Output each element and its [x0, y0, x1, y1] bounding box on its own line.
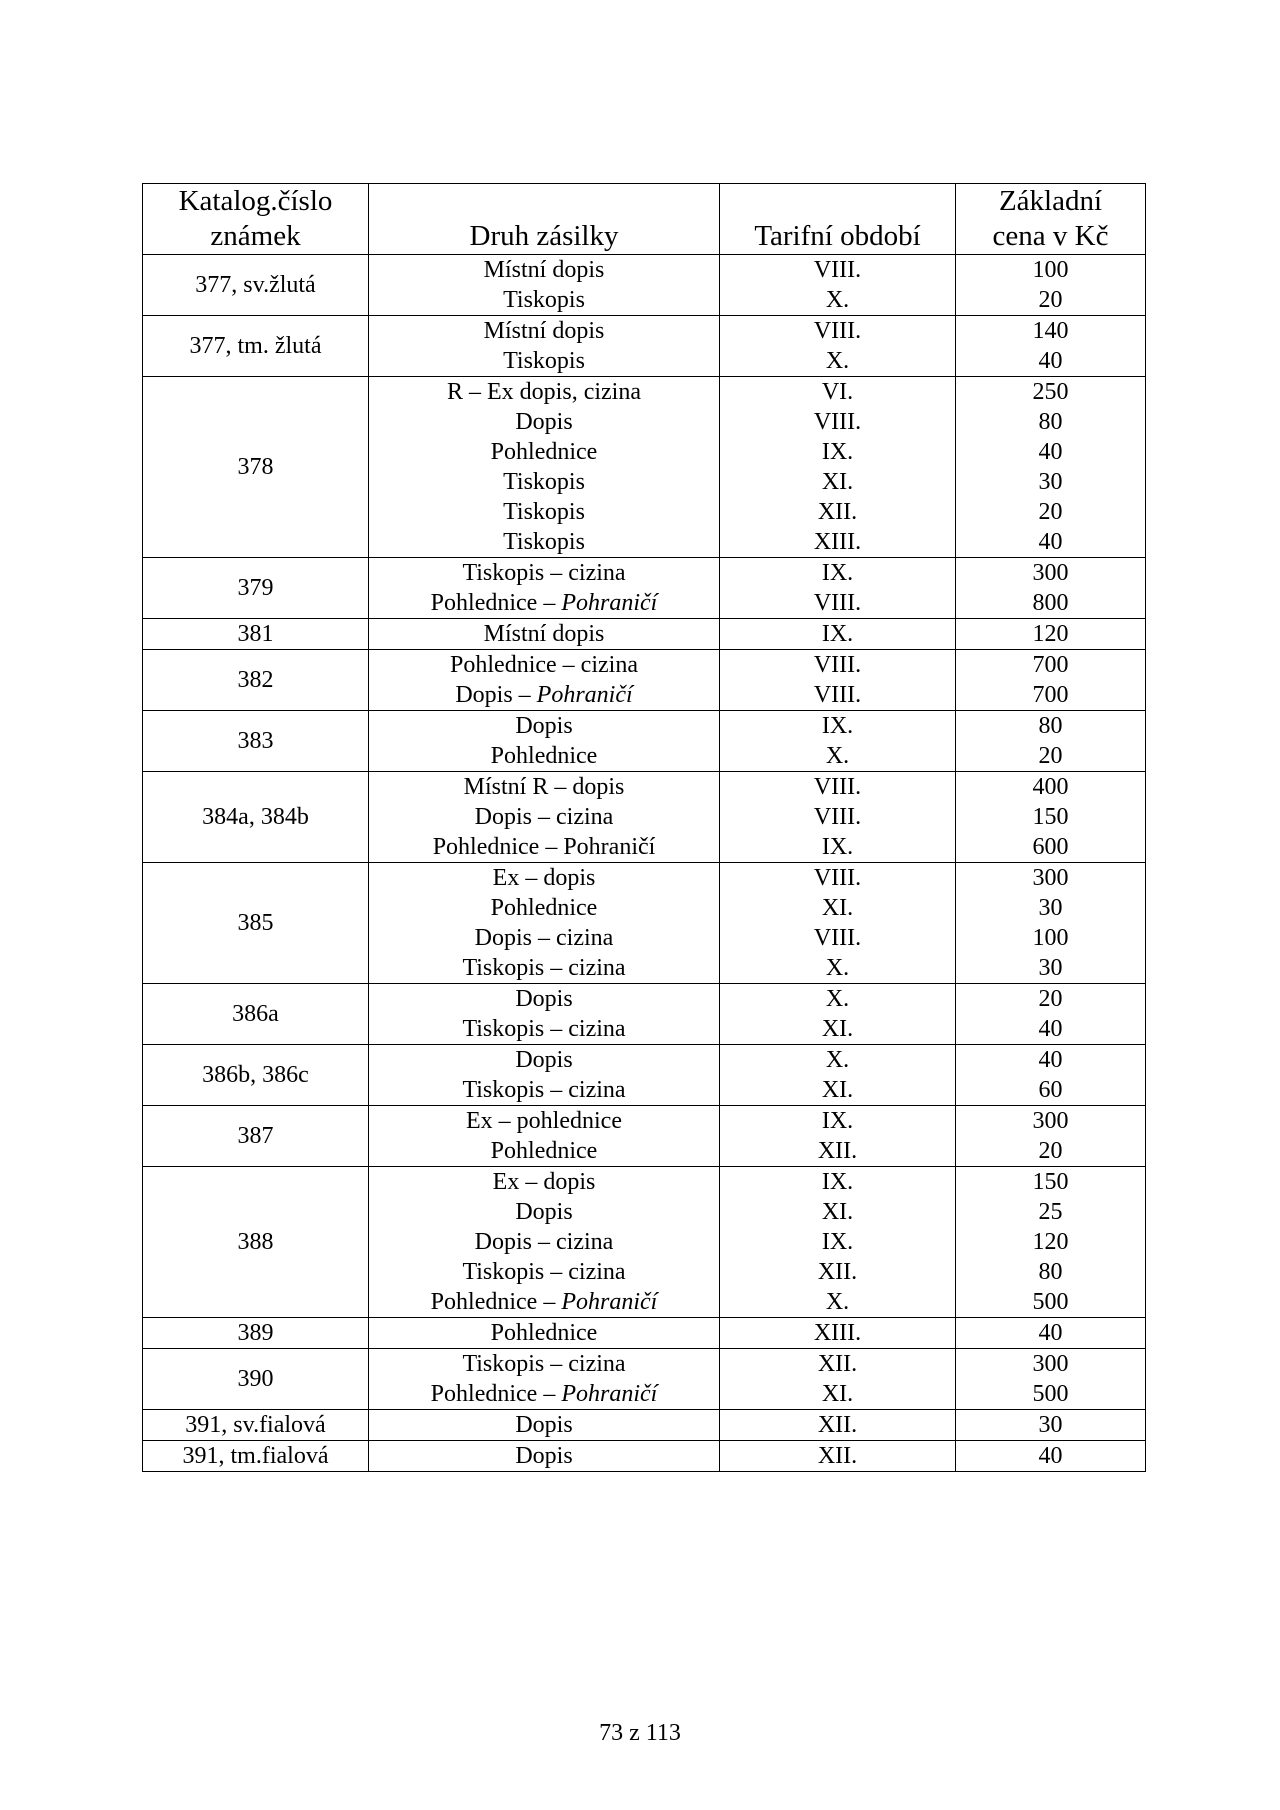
zakladni-cena-cell: [956, 1441, 1146, 1472]
zakladni-cena: 100: [1032, 257, 1069, 283]
header-tarifni-obdobi: [720, 184, 956, 255]
table-row: [143, 1410, 1146, 1441]
zakladni-cena-cell: [956, 1106, 1146, 1167]
zakladni-cena: 300: [1032, 560, 1069, 586]
druh-text: Místní R – dopis: [463, 774, 625, 800]
druh-text: Tiskopis – cizina: [462, 560, 626, 586]
druh-text: Pohlednice: [490, 743, 598, 769]
druh-zasilky: [369, 407, 719, 437]
tarifni-obdobi: VIII.: [813, 318, 862, 344]
druh-text: Ex – pohlednice: [466, 1108, 622, 1134]
catalog-number: 382: [237, 667, 274, 693]
tarifni-obdobi-cell: [720, 1349, 956, 1410]
zakladni-cena-cell: [956, 619, 1146, 650]
tarifni-obdobi: XI.: [821, 1077, 854, 1103]
zakladni-cena-cell: [956, 1410, 1146, 1441]
tarifni-obdobi: X.: [825, 743, 850, 769]
druh-zasilky-cell: [369, 558, 720, 619]
catalog-number-cell: [143, 863, 369, 984]
druh-zasilky: [369, 1441, 719, 1471]
druh-text: Pohlednice: [490, 1320, 598, 1346]
catalog-number: 391, tm.fialová: [182, 1443, 329, 1469]
druh-zasilky: [369, 650, 719, 680]
druh-text: Dopis: [515, 986, 573, 1012]
druh-text: Dopis – cizina: [474, 1229, 614, 1255]
catalog-number-cell: [143, 711, 369, 772]
zakladni-cena: 300: [1032, 865, 1069, 891]
tarifni-obdobi: X.: [825, 955, 850, 981]
zakladni-cena-cell: [956, 377, 1146, 558]
tarifni-obdobi-cell: [720, 255, 956, 316]
table-row: [143, 1167, 1146, 1318]
druh-zasilky: [369, 1227, 719, 1257]
zakladni-cena: 40: [1038, 1047, 1063, 1073]
zakladni-cena: 700: [1032, 652, 1069, 678]
druh-text: R – Ex dopis, cizina: [447, 379, 641, 405]
catalog-number-cell: [143, 1441, 369, 1472]
table-row: [143, 255, 1146, 316]
druh-text: Pohlednice –: [430, 1381, 562, 1407]
header-catalog-number: [143, 184, 369, 255]
tarifni-obdobi-cell: [720, 1045, 956, 1106]
druh-zasilky: [369, 1318, 719, 1348]
druh-zasilky: [369, 984, 719, 1014]
table-row: [143, 863, 1146, 984]
druh-zasilky-cell: [369, 1045, 720, 1106]
druh-text: Ex – dopis: [492, 1169, 596, 1195]
zakladni-cena: 25: [1038, 1199, 1063, 1225]
header-zakladni-cena: [956, 184, 1146, 255]
druh-text: Ex – dopis: [492, 865, 596, 891]
zakladni-cena-cell: [956, 1318, 1146, 1349]
druh-italic-text: Pohraničí: [561, 590, 658, 616]
zakladni-cena: 40: [1038, 348, 1063, 374]
catalog-number: 386b, 386c: [202, 1062, 309, 1088]
druh-zasilky: [369, 1349, 719, 1379]
druh-zasilky: [369, 893, 719, 923]
catalog-number-cell: [143, 772, 369, 863]
zakladni-cena: 600: [1032, 834, 1069, 860]
druh-text: Pohlednice – cizina: [450, 652, 638, 678]
zakladni-cena-cell: [956, 255, 1146, 316]
druh-text: Pohlednice: [490, 439, 598, 465]
catalog-number-cell: [143, 1349, 369, 1410]
druh-zasilky-cell: [369, 1318, 720, 1349]
druh-text: Tiskopis – cizina: [462, 1016, 626, 1042]
catalog-number-cell: [143, 1318, 369, 1349]
druh-zasilky: [369, 1379, 719, 1409]
druh-text: Dopis: [515, 1047, 573, 1073]
druh-zasilky: [369, 1197, 719, 1227]
tarifni-obdobi: IX.: [821, 1108, 854, 1134]
table-row: [143, 1441, 1146, 1472]
table-row: [143, 377, 1146, 558]
tarifni-obdobi: XII.: [817, 1412, 858, 1438]
catalog-number-cell: [143, 650, 369, 711]
catalog-number: 383: [237, 728, 274, 754]
table-row: [143, 1318, 1146, 1349]
druh-text: Dopis: [515, 713, 573, 739]
zakladni-cena: 30: [1038, 469, 1063, 495]
tarifni-obdobi: VIII.: [813, 682, 862, 708]
table-row: [143, 650, 1146, 711]
druh-text: Tiskopis: [503, 469, 585, 495]
druh-zasilky: [369, 863, 719, 893]
stamp-catalog-table: [142, 183, 1146, 1472]
catalog-number: 379: [237, 575, 274, 601]
zakladni-cena: 60: [1038, 1077, 1063, 1103]
zakladni-cena: 150: [1032, 804, 1069, 830]
zakladni-cena: 40: [1038, 1320, 1063, 1346]
druh-zasilky-cell: [369, 650, 720, 711]
tarifni-obdobi: XI.: [821, 1016, 854, 1042]
zakladni-cena-cell: [956, 984, 1146, 1045]
druh-zasilky: [369, 377, 719, 407]
catalog-number: 385: [237, 910, 274, 936]
tarifni-obdobi-cell: [720, 558, 956, 619]
druh-zasilky-cell: [369, 984, 720, 1045]
zakladni-cena-cell: [956, 1167, 1146, 1318]
zakladni-cena: 500: [1032, 1289, 1069, 1315]
zakladni-cena: 120: [1032, 621, 1069, 647]
tarifni-obdobi: XIII.: [813, 1320, 862, 1346]
druh-zasilky: [369, 1287, 719, 1317]
zakladni-cena: 100: [1032, 925, 1069, 951]
druh-text: Tiskopis – cizina: [462, 1259, 626, 1285]
tarifni-obdobi: XII.: [817, 499, 858, 525]
druh-zasilky: [369, 316, 719, 346]
druh-zasilky: [369, 1075, 719, 1105]
druh-text: Dopis –: [455, 682, 537, 708]
druh-zasilky: [369, 711, 719, 741]
druh-zasilky: [369, 558, 719, 588]
zakladni-cena: 80: [1038, 713, 1063, 739]
tarifni-obdobi: VIII.: [813, 774, 862, 800]
tarifni-obdobi: XI.: [821, 469, 854, 495]
tarifni-obdobi: IX.: [821, 1229, 854, 1255]
zakladni-cena: 40: [1038, 1016, 1063, 1042]
druh-text: Dopis: [515, 1199, 573, 1225]
tarifni-obdobi: VIII.: [813, 865, 862, 891]
druh-text: Dopis: [515, 1412, 573, 1438]
druh-text: Místní dopis: [483, 318, 605, 344]
tarifni-obdobi: X.: [825, 348, 850, 374]
druh-zasilky: [369, 527, 719, 557]
zakladni-cena: 20: [1038, 499, 1063, 525]
druh-zasilky: [369, 772, 719, 802]
tarifni-obdobi: IX.: [821, 560, 854, 586]
tarifni-obdobi: XII.: [817, 1351, 858, 1377]
druh-zasilky-cell: [369, 255, 720, 316]
zakladni-cena-cell: [956, 863, 1146, 984]
tarifni-obdobi: XII.: [817, 1259, 858, 1285]
zakladni-cena: 20: [1038, 1138, 1063, 1164]
tarifni-obdobi: X.: [825, 1047, 850, 1073]
tarifni-obdobi-cell: [720, 1441, 956, 1472]
druh-zasilky: [369, 923, 719, 953]
zakladni-cena: 20: [1038, 743, 1063, 769]
druh-text: Pohlednice: [490, 895, 598, 921]
header-cena-line1: Základní: [998, 185, 1103, 217]
tarifni-obdobi: X.: [825, 1289, 850, 1315]
catalog-number-cell: [143, 619, 369, 650]
druh-zasilky: [369, 467, 719, 497]
zakladni-cena-cell: [956, 711, 1146, 772]
tarifni-obdobi: IX.: [821, 439, 854, 465]
druh-zasilky-cell: [369, 1106, 720, 1167]
catalog-number: 384a, 384b: [202, 804, 309, 830]
tarifni-obdobi-cell: [720, 377, 956, 558]
tarifni-obdobi: VI.: [821, 379, 854, 405]
druh-zasilky-cell: [369, 772, 720, 863]
tarifni-obdobi-cell: [720, 650, 956, 711]
tarifni-obdobi-cell: [720, 772, 956, 863]
tarifni-obdobi-cell: [720, 1106, 956, 1167]
header-druh-zasilky: [369, 184, 720, 255]
druh-text: Dopis – cizina: [474, 925, 614, 951]
tarifni-obdobi: X.: [825, 986, 850, 1012]
druh-zasilky: [369, 1106, 719, 1136]
zakladni-cena: 30: [1038, 1412, 1063, 1438]
druh-zasilky: [369, 255, 719, 285]
tarifni-obdobi: XIII.: [813, 529, 862, 555]
druh-zasilky-cell: [369, 1410, 720, 1441]
zakladni-cena: 20: [1038, 287, 1063, 313]
tarifni-obdobi: VIII.: [813, 590, 862, 616]
catalog-number: 378: [237, 454, 274, 480]
zakladni-cena-cell: [956, 772, 1146, 863]
zakladni-cena: 300: [1032, 1351, 1069, 1377]
druh-text: Dopis: [515, 1443, 573, 1469]
tarifni-obdobi-cell: [720, 1318, 956, 1349]
druh-zasilky: [369, 1014, 719, 1044]
druh-zasilky: [369, 1167, 719, 1197]
tarifni-obdobi: VIII.: [813, 409, 862, 435]
tarifni-obdobi: IX.: [821, 1169, 854, 1195]
zakladni-cena-cell: [956, 1349, 1146, 1410]
druh-text: Tiskopis – cizina: [462, 955, 626, 981]
tarifni-obdobi-cell: [720, 1167, 956, 1318]
tarifni-obdobi-cell: [720, 619, 956, 650]
zakladni-cena: 20: [1038, 986, 1063, 1012]
page-number: 73 z 113: [599, 1720, 681, 1746]
table-row: [143, 1045, 1146, 1106]
catalog-number: 377, tm. žlutá: [189, 333, 322, 359]
zakladni-cena: 80: [1038, 409, 1063, 435]
druh-text: Dopis: [515, 409, 573, 435]
druh-text: Tiskopis: [503, 348, 585, 374]
table-row: [143, 619, 1146, 650]
zakladni-cena: 500: [1032, 1381, 1069, 1407]
druh-zasilky-cell: [369, 316, 720, 377]
tarifni-obdobi: VIII.: [813, 257, 862, 283]
zakladni-cena: 30: [1038, 955, 1063, 981]
table-header-row: [143, 184, 1146, 255]
druh-text: Dopis – cizina: [474, 804, 614, 830]
zakladni-cena: 400: [1032, 774, 1069, 800]
druh-text: Tiskopis: [503, 529, 585, 555]
druh-italic-text: Pohraničí: [561, 1289, 658, 1315]
table-row: [143, 772, 1146, 863]
catalog-number-cell: [143, 316, 369, 377]
catalog-number-cell: [143, 558, 369, 619]
druh-zasilky: [369, 437, 719, 467]
tarifni-obdobi: VIII.: [813, 925, 862, 951]
zakladni-cena: 250: [1032, 379, 1069, 405]
tarifni-obdobi: XI.: [821, 1381, 854, 1407]
table-row: [143, 316, 1146, 377]
tarifni-obdobi: VIII.: [813, 652, 862, 678]
tarifni-obdobi: IX.: [821, 713, 854, 739]
header-cena-line2: cena v Kč: [992, 220, 1109, 252]
druh-italic-text: Pohraničí: [536, 682, 633, 708]
druh-zasilky-cell: [369, 1349, 720, 1410]
zakladni-cena: 40: [1038, 1443, 1063, 1469]
druh-zasilky: [369, 1136, 719, 1166]
tarifni-obdobi-cell: [720, 316, 956, 377]
tarifni-obdobi: IX.: [821, 621, 854, 647]
zakladni-cena: 700: [1032, 682, 1069, 708]
druh-zasilky: [369, 832, 719, 862]
table-body: [143, 255, 1146, 1472]
druh-zasilky: [369, 285, 719, 315]
catalog-number-cell: [143, 1045, 369, 1106]
tarifni-obdobi: XI.: [821, 1199, 854, 1225]
zakladni-cena: 300: [1032, 1108, 1069, 1134]
zakladni-cena-cell: [956, 1045, 1146, 1106]
druh-zasilky-cell: [369, 711, 720, 772]
druh-zasilky-cell: [369, 1441, 720, 1472]
catalog-number: 390: [237, 1366, 274, 1392]
catalog-number: 387: [237, 1123, 274, 1149]
druh-text: Pohlednice –: [430, 1289, 562, 1315]
druh-zasilky: [369, 953, 719, 983]
tarifni-obdobi-cell: [720, 984, 956, 1045]
header-tarif-label: Tarifní období: [754, 220, 921, 252]
druh-zasilky: [369, 741, 719, 771]
druh-italic-text: Pohraničí: [561, 1381, 658, 1407]
druh-text: Pohlednice: [490, 1138, 598, 1164]
druh-text: Tiskopis – cizina: [462, 1351, 626, 1377]
tarifni-obdobi-cell: [720, 1410, 956, 1441]
zakladni-cena-cell: [956, 650, 1146, 711]
druh-zasilky: [369, 1410, 719, 1440]
zakladni-cena: 40: [1038, 529, 1063, 555]
druh-text: Pohlednice – Pohraničí: [432, 834, 656, 860]
druh-text: Místní dopis: [483, 257, 605, 283]
header-druh-label: Druh zásilky: [469, 220, 619, 252]
catalog-number-cell: [143, 984, 369, 1045]
zakladni-cena: 80: [1038, 1259, 1063, 1285]
table-row: [143, 984, 1146, 1045]
header-catalog-line1: Katalog.číslo: [178, 185, 333, 217]
druh-zasilky: [369, 588, 719, 618]
header-catalog-line2: známek: [210, 220, 301, 252]
tarifni-obdobi: X.: [825, 287, 850, 313]
tarifni-obdobi: XI.: [821, 895, 854, 921]
catalog-number: 388: [237, 1229, 274, 1255]
zakladni-cena: 30: [1038, 895, 1063, 921]
catalog-number: 386a: [232, 1001, 279, 1027]
catalog-number-cell: [143, 377, 369, 558]
table-row: [143, 558, 1146, 619]
druh-zasilky: [369, 1045, 719, 1075]
tarifni-obdobi: IX.: [821, 834, 854, 860]
catalog-number-cell: [143, 1106, 369, 1167]
zakladni-cena: 120: [1032, 1229, 1069, 1255]
tarifni-obdobi: XII.: [817, 1443, 858, 1469]
druh-text: Pohlednice –: [430, 590, 562, 616]
zakladni-cena: 800: [1032, 590, 1069, 616]
druh-text: Místní dopis: [483, 621, 605, 647]
tarifni-obdobi-cell: [720, 711, 956, 772]
druh-text: Tiskopis: [503, 499, 585, 525]
zakladni-cena: 140: [1032, 318, 1069, 344]
druh-zasilky: [369, 619, 719, 649]
tarifni-obdobi: VIII.: [813, 804, 862, 830]
table-row: [143, 711, 1146, 772]
zakladni-cena: 40: [1038, 439, 1063, 465]
druh-zasilky: [369, 1257, 719, 1287]
zakladni-cena-cell: [956, 558, 1146, 619]
druh-zasilky: [369, 802, 719, 832]
druh-text: Tiskopis: [503, 287, 585, 313]
druh-zasilky-cell: [369, 619, 720, 650]
druh-zasilky-cell: [369, 863, 720, 984]
catalog-number: 377, sv.žlutá: [195, 272, 316, 298]
druh-zasilky: [369, 497, 719, 527]
catalog-number-cell: [143, 255, 369, 316]
druh-text: Tiskopis – cizina: [462, 1077, 626, 1103]
druh-zasilky: [369, 346, 719, 376]
tarifni-obdobi-cell: [720, 863, 956, 984]
catalog-number: 389: [237, 1320, 274, 1346]
catalog-number: 381: [237, 621, 274, 647]
druh-zasilky-cell: [369, 377, 720, 558]
zakladni-cena-cell: [956, 316, 1146, 377]
table-row: [143, 1349, 1146, 1410]
druh-zasilky: [369, 680, 719, 710]
catalog-number: 391, sv.fialová: [185, 1412, 326, 1438]
table-row: [143, 1106, 1146, 1167]
druh-zasilky-cell: [369, 1167, 720, 1318]
catalog-number-cell: [143, 1167, 369, 1318]
zakladni-cena: 150: [1032, 1169, 1069, 1195]
tarifni-obdobi: XII.: [817, 1138, 858, 1164]
catalog-number-cell: [143, 1410, 369, 1441]
